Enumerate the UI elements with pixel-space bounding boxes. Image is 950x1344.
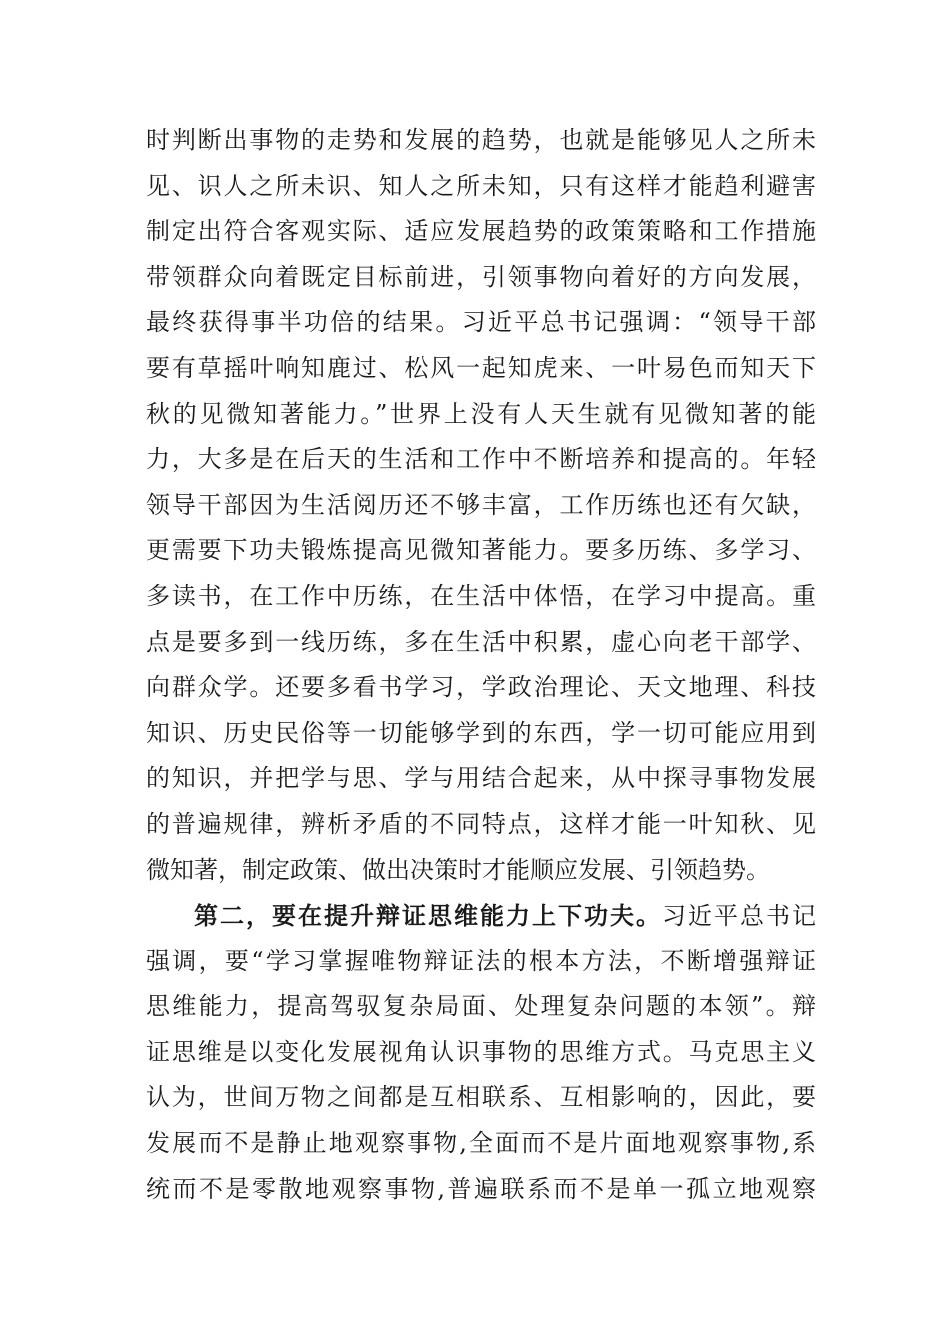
heading-followup-text: 习近平总书记: [662, 902, 816, 930]
paragraph-line: 要有草摇叶响知鹿过、松风一起知虎来、一叶易色而知天下: [146, 353, 816, 382]
paragraph-line: 的普遍规律，辨析矛盾的不同特点，这样才能一叶知秋、见: [146, 809, 816, 838]
paragraph-line: 证思维是以变化发展视角认识事物的思维方式。马克思主义: [146, 1037, 816, 1066]
paragraph-line: 最终获得事半功倍的结果。习近平总书记强调：“领导干部: [146, 308, 816, 337]
paragraph-line: 统而不是零散地观察事物,普遍联系而不是单一孤立地观察: [146, 1174, 816, 1203]
paragraph-line: 发展而不是静止地观察事物,全面而不是片面地观察事物,系: [146, 1128, 816, 1157]
paragraph-line: 认为，世间万物之间都是互相联系、互相影响的，因此，要: [146, 1083, 816, 1112]
paragraph-first-line: [146, 893, 816, 939]
section-heading: 第二，要在提升辩证思维能力上下功夫。: [194, 901, 662, 930]
paragraph-line: 多读书，在工作中历练，在生活中体悟，在学习中提高。重: [146, 581, 816, 610]
paragraph-line: 见、识人之所未识、知人之所未知，只有这样才能趋利避害: [146, 171, 816, 200]
paragraph-line: 的知识，并把学与思、学与用结合起来，从中探寻事物发展: [146, 764, 816, 793]
paragraph-line: 秋的见微知著能力。”世界上没有人天生就有见微知著的能: [146, 399, 816, 428]
paragraph-line: 更需要下功夫锻炼提高见微知著能力。要多历练、多学习、: [146, 536, 816, 565]
paragraph-line: 时判断出事物的走势和发展的趋势，也就是能够见人之所未: [146, 126, 816, 154]
paragraph-line: 领导干部因为生活阅历还不够丰富，工作历练也还有欠缺，: [146, 490, 816, 519]
paragraph-line: 点是要多到一线历练，多在生活中积累，虚心向老干部学、: [146, 627, 816, 656]
paragraph-line: 强调，要“学习掌握唯物辩证法的根本方法，不断增强辩证: [146, 946, 816, 975]
paragraph-line: 向群众学。还要多看书学习，学政治理论、天文地理、科技: [146, 673, 816, 702]
paragraph-line: 力，大多是在后天的生活和工作中不断培养和提高的。年轻: [146, 445, 816, 474]
paragraph-line: 知识、历史民俗等一切能够学到的东西，学一切可能应用到: [146, 718, 816, 747]
paragraph-2: [146, 893, 816, 1212]
paragraph-line: 带领群众向着既定目标前进，引领事物向着好的方向发展，: [146, 262, 816, 291]
paragraph-line: 制定出符合客观实际、适应发展趋势的政策策略和工作措施: [146, 217, 816, 246]
paragraph-line: 微知著，制定政策、做出决策时才能顺应发展、引领趋势。: [146, 855, 770, 884]
paragraph-line: 思维能力，提高驾驭复杂局面、处理复杂问题的本领”。辩: [146, 992, 816, 1021]
paragraph-1: [146, 118, 816, 893]
